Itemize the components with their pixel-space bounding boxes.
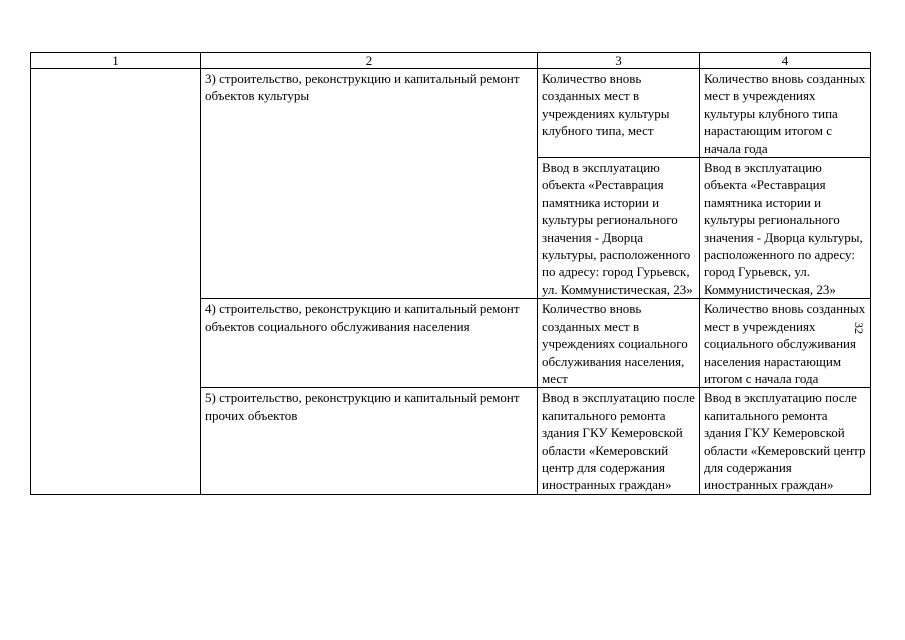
indicator-total-cell: Количество вновь созданных мест в учреждениях культуры клубного типа нарастающим итогом с начала года [700,69,871,158]
column-header-2: 2 [201,53,538,69]
indicator-cell: Ввод в эксплуатацию после капитального ремонта здания ГКУ Кемеровской области «Кемеровский центр для содержания иностранных граждан» [538,388,700,494]
column-header-4: 4 [700,53,871,69]
indicator-total-cell: Ввод в эксплуатацию объекта «Реставрация памятника истории и культуры регионального значения - Дворца культуры, расположенного по адресу: город Гурьевск, ул. Коммунистическая, 23» [700,158,871,299]
table-row [31,69,871,158]
column-header-3: 3 [538,53,700,69]
activity-cell: 4) строительство, реконструкцию и капитальный ремонт объектов социального обслуживания населения [201,299,538,388]
page-number: 32 [852,322,866,334]
activity-cell: 5) строительство, реконструкцию и капитальный ремонт прочих объектов [201,388,538,494]
indicator-total-cell: Ввод в эксплуатацию после капитального ремонта здания ГКУ Кемеровской области «Кемеровский центр для содержания иностранных граждан» [700,388,871,494]
indicator-total-cell: Количество вновь созданных мест в учреждениях социального обслуживания населения нарастающим итогом с начала года [700,299,871,388]
indicator-cell: Ввод в эксплуатацию объекта «Реставрация памятника истории и культуры регионального значения - Дворца культуры, расположенного по адресу: город Гурьевск, ул. Коммунистическая, 23» [538,158,700,299]
activity-cell: 3) строительство, реконструкцию и капитальный ремонт объектов культуры [201,69,538,299]
indicator-cell: Количество вновь созданных мест в учреждениях социального обслуживания населения, мест [538,299,700,388]
column-1-cell [31,69,201,495]
column-header-1: 1 [31,53,201,69]
document-table [30,52,871,495]
indicator-cell: Количество вновь созданных мест в учреждениях культуры клубного типа, мест [538,69,700,158]
column-number-row [31,53,871,69]
